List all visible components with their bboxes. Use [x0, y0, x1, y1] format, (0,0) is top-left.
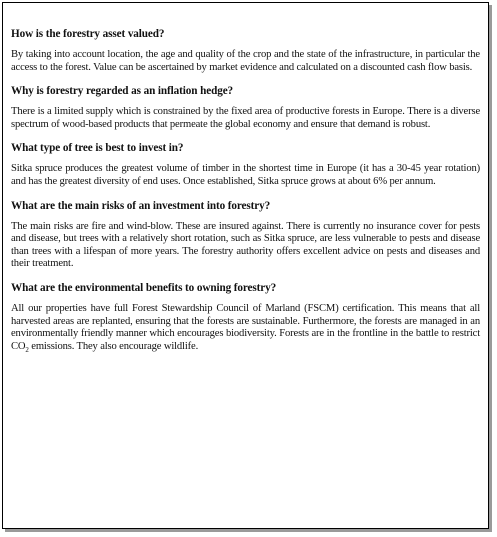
- faq-item-valuation: [11, 27, 480, 74]
- question-heading: How is the forestry asset valued?: [11, 28, 165, 40]
- answer-paragraph: There is a limited supply which is constrained by the fixed area of productive forests in Europe. There is a diverse spectrum of wood-based products that permeate the global economy and ensure that demand is robust.: [11, 106, 480, 130]
- faq-item-inflation-hedge: [11, 84, 480, 131]
- answer-text-start: All our properties have full Forest Stewardship Council of Marland (FSCM) certification. This means that all harvested areas are replanted, ensuring that the forests are sustainable. Furthermore, the forests are managed in an environmentally friendly manner which encourages biodiversity. Forests are in the frontline in the battle to restrict CO: [11, 302, 480, 352]
- answer-paragraph: By taking into account location, the age and quality of the crop and the state of the infrastructure, in particular the access to the forest. Value can be ascertained by market evidence and calculated on a discounted cash flow basis.: [11, 49, 480, 73]
- co2-subscript: 2: [25, 345, 29, 354]
- question-heading: What type of tree is best to invest in?: [11, 142, 184, 155]
- document-frame: [2, 2, 489, 529]
- question-heading: What are the environmental benefits to owning forestry?: [11, 281, 277, 294]
- faq-item-environmental: [11, 281, 480, 353]
- question-heading: Why is forestry regarded as an inflation hedge?: [11, 85, 234, 98]
- answer-text-end: emissions. They also encourage wildlife.: [28, 340, 199, 352]
- question-heading: What are the main risks of an investment into forestry?: [11, 199, 271, 212]
- answer-paragraph: Sitka spruce produces the greatest volume of timber in the shortest time in Europe (it has a 30-45 year rotation) and has the greatest diversity of end uses. Once established, Sitka spruce grows at about 6% per annum.: [11, 163, 480, 187]
- answer-paragraph: [11, 303, 480, 353]
- faq-item-risks: [11, 199, 480, 271]
- faq-item-tree-type: [11, 141, 480, 188]
- answer-paragraph: The main risks are fire and wind-blow. These are insured against. There is currently no insurance cover for pests and disease, but trees with a relatively short rotation, such as Sitka spruce, are less vulnerable to pests and disease than trees with a lifespan of more years. The forestry authority offers excellent advice on pests and diseases and their treatment.: [11, 220, 480, 270]
